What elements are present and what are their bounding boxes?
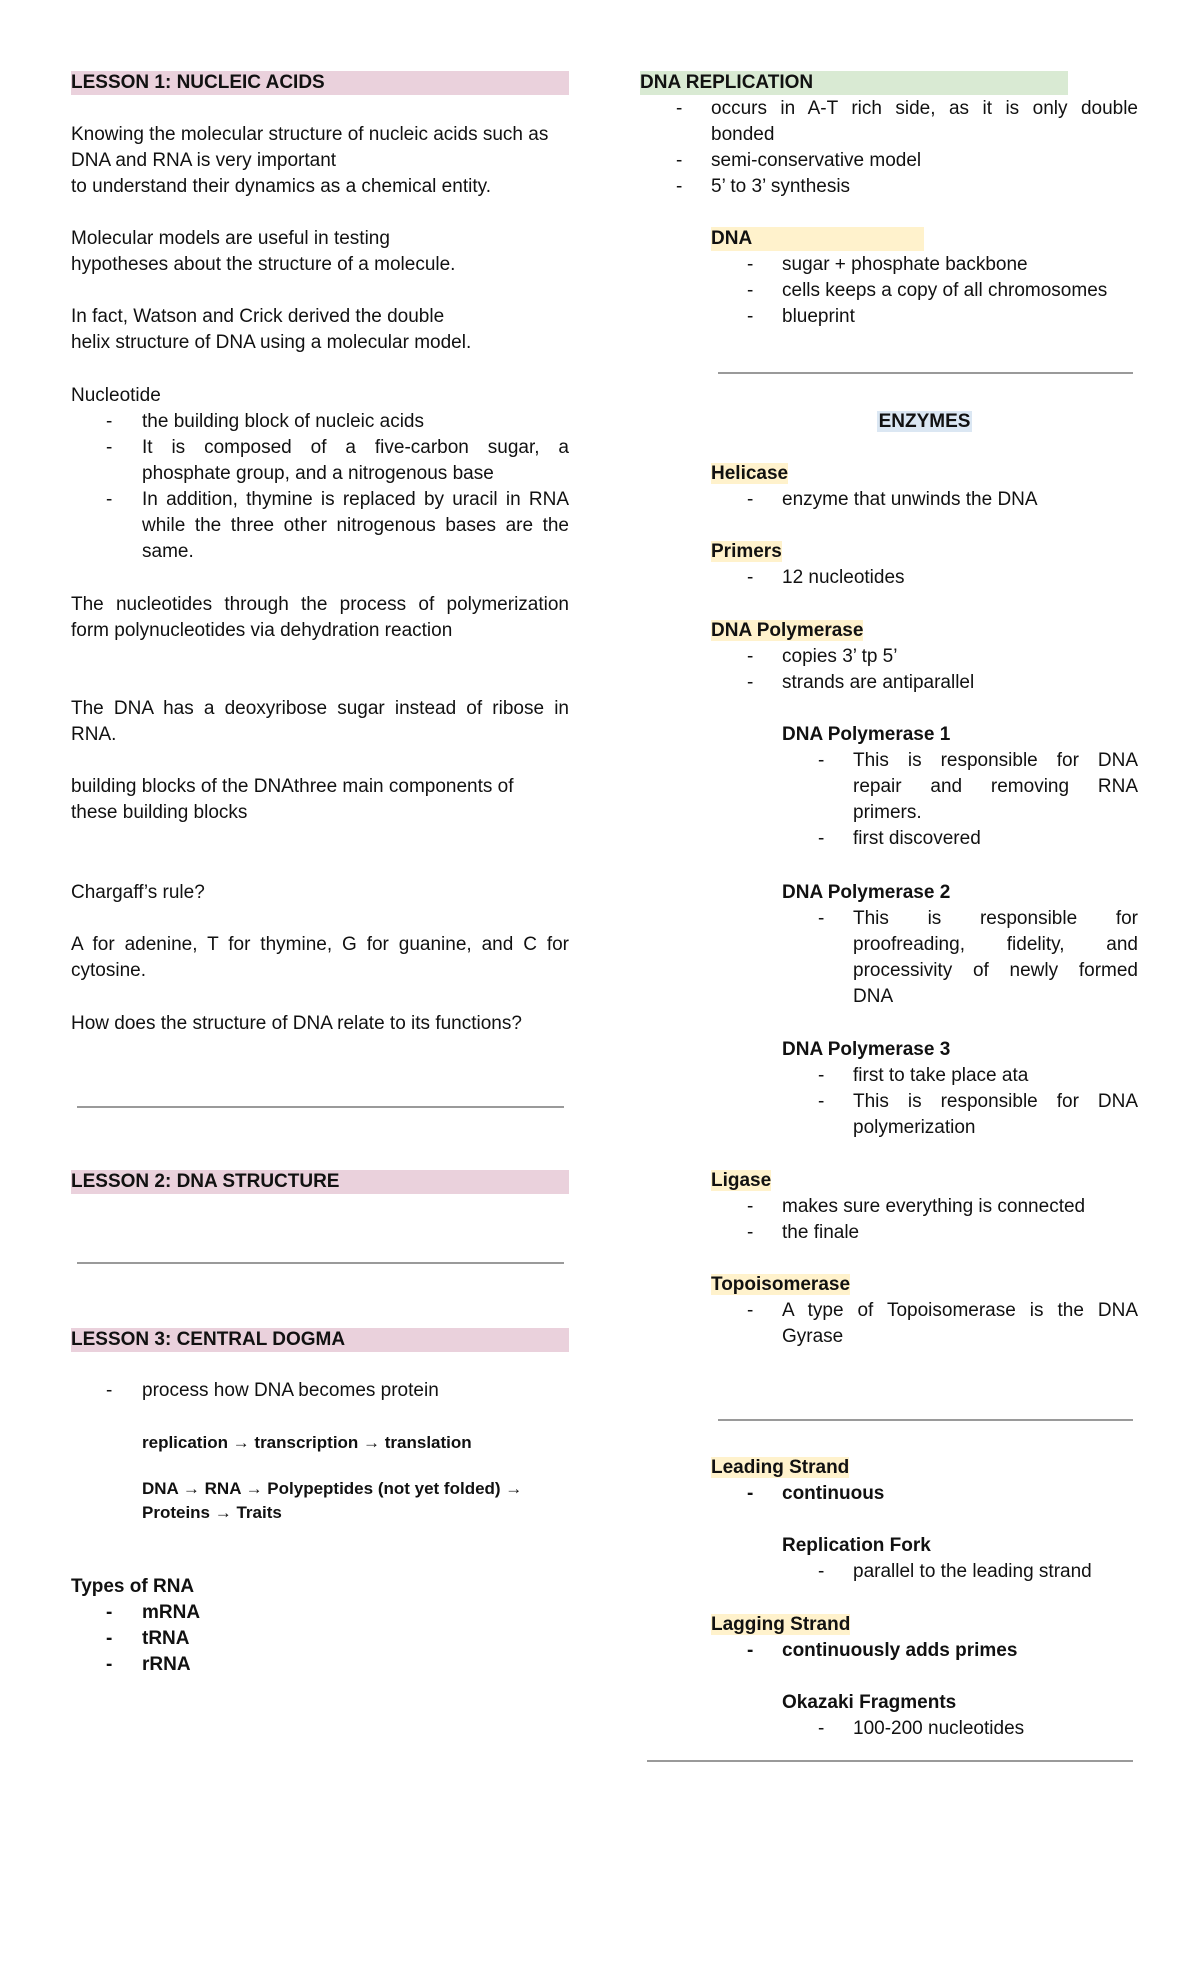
list-item: continuous (782, 1483, 885, 1504)
types-of-rna-title: Types of RNA (71, 1576, 195, 1597)
paragraph-line: form polynucleotides via dehydration reaction (71, 620, 453, 641)
list-item: tRNA (142, 1628, 190, 1649)
list-item: same. (142, 541, 194, 562)
bullet-dash: - (106, 1628, 113, 1649)
list-item: makes sure everything is connected (782, 1196, 1086, 1217)
list-item: blueprint (782, 306, 855, 327)
dna-heading: DNA (711, 227, 924, 251)
bullet-dash: - (818, 1091, 825, 1112)
ligase-title: Ligase (711, 1170, 772, 1191)
paragraph-line: DNA and RNA is very important (71, 150, 337, 171)
flow-line: replication → transcription → translation (142, 1433, 472, 1452)
paragraph-line: RNA. (71, 724, 117, 745)
list-item: strands are antiparallel (782, 672, 975, 693)
list-item: sugar + phosphate backbone (782, 254, 1028, 275)
divider (718, 1419, 1133, 1421)
dna-polymerase-2-title: DNA Polymerase 2 (782, 882, 951, 903)
bullet-dash: - (106, 437, 113, 458)
nucleotide-title: Nucleotide (71, 385, 161, 406)
divider (77, 1262, 564, 1264)
bullet-dash: - (106, 1654, 113, 1675)
bullet-dash: - (747, 1222, 754, 1243)
list-item: mRNA (142, 1602, 201, 1623)
dna-replication-heading: DNA REPLICATION (640, 71, 1068, 95)
list-item: the finale (782, 1222, 860, 1243)
list-item: This is responsible for DNA (853, 1091, 1138, 1112)
lesson1-heading: LESSON 1: NUCLEIC ACIDS (71, 71, 569, 95)
list-item: first to take place ata (853, 1065, 1029, 1086)
paragraph-line: hypotheses about the structure of a molecule. (71, 254, 456, 275)
list-item: phosphate group, and a nitrogenous base (142, 463, 494, 484)
list-item: the building block of nucleic acids (142, 411, 425, 432)
bullet-dash: - (747, 489, 754, 510)
list-item: first discovered (853, 828, 981, 849)
lagging-strand-title: Lagging Strand (711, 1614, 851, 1635)
bullet-dash: - (818, 750, 825, 771)
list-item: processivity of newly formed (853, 960, 1138, 981)
list-item: while the three other nitrogenous bases are the (142, 515, 569, 536)
bullet-dash: - (747, 1640, 754, 1661)
okazaki-fragments-title: Okazaki Fragments (782, 1692, 957, 1713)
list-item: Gyrase (782, 1326, 844, 1347)
bullet-dash: - (747, 254, 754, 275)
list-item: primers. (853, 802, 922, 823)
bullet-dash: - (818, 828, 825, 849)
bullet-dash: - (818, 1718, 825, 1739)
bullet-dash: - (747, 672, 754, 693)
paragraph-line: to understand their dynamics as a chemical entity. (71, 176, 491, 197)
bullet-dash: - (676, 150, 683, 171)
primers-title: Primers (711, 541, 782, 562)
paragraph-line: The nucleotides through the process of polymerization (71, 594, 569, 615)
bullet-dash: - (106, 1602, 113, 1623)
bullet-dash: - (676, 176, 683, 197)
flow-line: Proteins → Traits (142, 1503, 282, 1522)
list-item: copies 3’ tp 5’ (782, 646, 898, 667)
list-item: process how DNA becomes protein (142, 1380, 439, 1401)
paragraph-line: How does the structure of DNA relate to its functions? (71, 1013, 522, 1034)
list-item: continuously adds primes (782, 1640, 1018, 1661)
bullet-dash: - (106, 489, 113, 510)
paragraph-line: Chargaff’s rule? (71, 882, 205, 903)
paragraph-line: Molecular models are useful in testing (71, 228, 390, 249)
dna-polymerase-title: DNA Polymerase (711, 620, 864, 641)
paragraph-line: A for adenine, T for thymine, G for guanine, and C for (71, 934, 569, 955)
list-item: In addition, thymine is replaced by uracil in RNA (142, 489, 569, 510)
flow-line: DNA → RNA → Polypeptides (not yet folded) → (142, 1479, 523, 1498)
bullet-dash: - (818, 1561, 825, 1582)
paragraph-line: In fact, Watson and Crick derived the double (71, 306, 445, 327)
bullet-dash: - (747, 1483, 754, 1504)
paragraph-line: building blocks of the DNAthree main components of (71, 776, 514, 797)
list-item: repair and removing RNA (853, 776, 1138, 797)
list-item: occurs in A-T rich side, as it is only double (711, 98, 1138, 119)
dna-polymerase-1-title: DNA Polymerase 1 (782, 724, 951, 745)
list-item: This is responsible for DNA (853, 750, 1138, 771)
lesson2-heading: LESSON 2: DNA STRUCTURE (71, 1170, 569, 1194)
list-item: 5’ to 3’ synthesis (711, 176, 851, 197)
paragraph-line: cytosine. (71, 960, 146, 981)
list-item: cells keeps a copy of all chromosomes (782, 280, 1108, 301)
bullet-dash: - (747, 306, 754, 327)
bullet-dash: - (747, 280, 754, 301)
list-item: It is composed of a five-carbon sugar, a (142, 437, 569, 458)
list-item: semi-conservative model (711, 150, 922, 171)
bullet-dash: - (818, 908, 825, 929)
paragraph-line: helix structure of DNA using a molecular model. (71, 332, 472, 353)
list-item: 100-200 nucleotides (853, 1718, 1025, 1739)
divider (718, 372, 1133, 374)
list-item: This is responsible for (853, 908, 1138, 929)
topoisomerase-title: Topoisomerase (711, 1274, 851, 1295)
list-item: DNA (853, 986, 894, 1007)
bullet-dash: - (106, 411, 113, 432)
list-item: rRNA (142, 1654, 191, 1675)
divider (647, 1760, 1133, 1762)
helicase-title: Helicase (711, 463, 789, 484)
list-item: enzyme that unwinds the DNA (782, 489, 1038, 510)
list-item: parallel to the leading strand (853, 1561, 1092, 1582)
replication-fork-title: Replication Fork (782, 1535, 931, 1556)
paragraph-line: The DNA has a deoxyribose sugar instead of ribose in (71, 698, 569, 719)
paragraph-line: Knowing the molecular structure of nucleic acids such as (71, 124, 549, 145)
leading-strand-title: Leading Strand (711, 1457, 850, 1478)
bullet-dash: - (747, 1300, 754, 1321)
bullet-dash: - (747, 1196, 754, 1217)
paragraph-line: these building blocks (71, 802, 248, 823)
divider (77, 1106, 564, 1108)
bullet-dash: - (676, 98, 683, 119)
bullet-dash: - (747, 646, 754, 667)
lesson3-heading: LESSON 3: CENTRAL DOGMA (71, 1328, 569, 1352)
list-item: A type of Topoisomerase is the DNA (782, 1300, 1138, 1321)
list-item: 12 nucleotides (782, 567, 905, 588)
bullet-dash: - (747, 567, 754, 588)
enzymes-heading: ENZYMES (878, 411, 971, 432)
list-item: bonded (711, 124, 775, 145)
dna-polymerase-3-title: DNA Polymerase 3 (782, 1039, 951, 1060)
list-item: polymerization (853, 1117, 976, 1138)
bullet-dash: - (106, 1380, 113, 1401)
list-item: proofreading, fidelity, and (853, 934, 1138, 955)
bullet-dash: - (818, 1065, 825, 1086)
